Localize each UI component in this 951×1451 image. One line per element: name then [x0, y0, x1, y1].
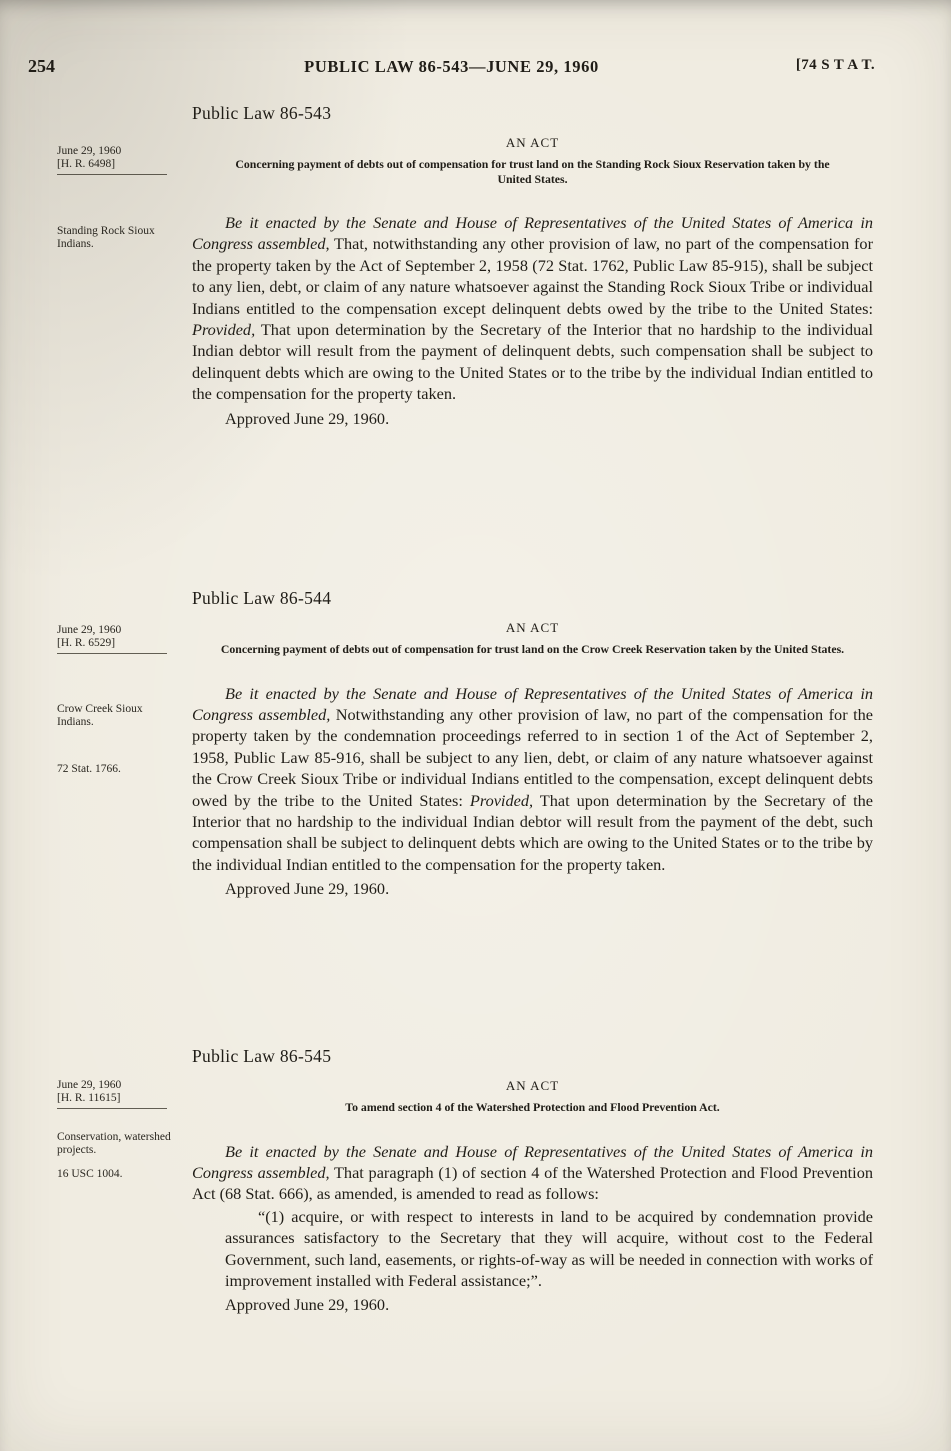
margin-date: June 29, 1960: [57, 1079, 122, 1091]
margin-date: June 29, 1960: [57, 145, 122, 157]
law-body: Be it enacted by the Senate and House of Representatives of the United States of America in Congress assembled, That, notwithstanding any other provision of law, no part of the compensation for the property taken by the Act of September 2, 1958 (72 Stat. 1762, Public Law 85-915), shall be subject to any lien, debt, or claim of any nature whatsoever against the Standing Rock Sioux Tribe or individual Indians entitled to the compensation except delinquent debts owed by the tribe to the United States: Provided, That upon determination by the Secretary of the Interior that no hardship to the individual Indian debtor will result from the payment of delinquent debts, such compensation shall be subject to delinquent debts which are owing to the United States or to the tribe by the individual Indian entitled to the compensation for the property taken.: [192, 213, 873, 404]
act-subtitle: To amend section 4 of the Watershed Protection and Flood Prevention Act.: [345, 1100, 720, 1114]
stat-citation: [74 S T A T.: [795, 57, 875, 73]
margin-note-crow-creek: Crow Creek Sioux Indians.: [57, 703, 143, 728]
running-head: [28, 56, 875, 80]
margin-date-note: [57, 1079, 175, 1109]
page-number: 254: [28, 56, 55, 76]
margin-bill-number: [H. R. 6529]: [57, 636, 116, 649]
law-section-86-543: [0, 103, 951, 429]
law-title: Public Law 86-545: [192, 1046, 332, 1066]
act-subtitle: Concerning payment of debts out of compensation for trust land on the Crow Creek Reservation taken by the United States.: [220, 642, 845, 656]
running-title: PUBLIC LAW 86-543—JUNE 29, 1960: [304, 57, 599, 76]
law-body: Be it enacted by the Senate and House of Representatives of the United States of America in Congress assembled, Notwithstanding any other provision of law, no part of the compensation for the property taken by the condemnation proceedings referred to in section 1 of the Act of September 2, 1958, Public Law 85-916, shall be subject to any lien, debt, or claim of any nature whatsoever against the Crow Creek Sioux Tribe or individual Indians entitled to the compensation, except delinquent debts owed by the tribe to the United States: Provided, That upon determination by the Secretary of the Interior that no hardship to the individual Indian debtor will result from the payment of the debt, such compensation shall be subject to delinquent debts which are owing to the United States or to the tribe by the individual Indian entitled to the compensation for the property taken.: [192, 683, 873, 874]
margin-date-note: [57, 145, 175, 175]
an-act-heading: AN ACT: [505, 1078, 560, 1093]
margin-rule: [57, 174, 167, 175]
margin-rule: [57, 1108, 167, 1109]
margin-note-usc-cite: 16 USC 1004.: [57, 1168, 123, 1180]
approved-line: Approved June 29, 1960.: [225, 408, 390, 428]
margin-note-standing-rock: Standing Rock Sioux Indians.: [57, 225, 155, 250]
quoted-amendment: “(1) acquire, or with respect to interests in land to be acquired by condemnation provide assurances satisfactory to the Secretary that they will acquire, without cost to the Federal Government, such land, easements, or rights-of-way as will be needed in connection with works of improvement installed with Federal assistance;”.: [225, 1206, 873, 1290]
margin-note-stat-cite: 72 Stat. 1766.: [57, 763, 121, 775]
an-act-heading: AN ACT: [505, 620, 560, 635]
law-body: Be it enacted by the Senate and House of Representatives of the United States of America in Congress assembled, That paragraph (1) of section 4 of the Watershed Protection and Flood Prevention Act (68 Stat. 666), as amended, is amended to read as follows:: [192, 1141, 873, 1204]
an-act-heading: AN ACT: [505, 135, 560, 150]
margin-bill-number: [H. R. 11615]: [57, 1091, 121, 1104]
act-subtitle: Concerning payment of debts out of compensation for trust land on the Standing Rock Sioux Reservation taken by the United States.: [235, 157, 830, 186]
margin-rule: [57, 653, 167, 654]
law-section-86-544: [0, 588, 951, 900]
law-title: Public Law 86-544: [192, 588, 332, 608]
margin-date-note: [57, 624, 175, 654]
law-title: Public Law 86-543: [192, 103, 332, 123]
approved-line: Approved June 29, 1960.: [225, 1295, 390, 1315]
margin-note-conservation: Conservation, watershed projects.: [57, 1131, 171, 1156]
margin-bill-number: [H. R. 6498]: [57, 157, 116, 170]
approved-line: Approved June 29, 1960.: [225, 879, 390, 899]
margin-date: June 29, 1960: [57, 624, 122, 636]
law-section-86-545: [0, 1046, 951, 1316]
